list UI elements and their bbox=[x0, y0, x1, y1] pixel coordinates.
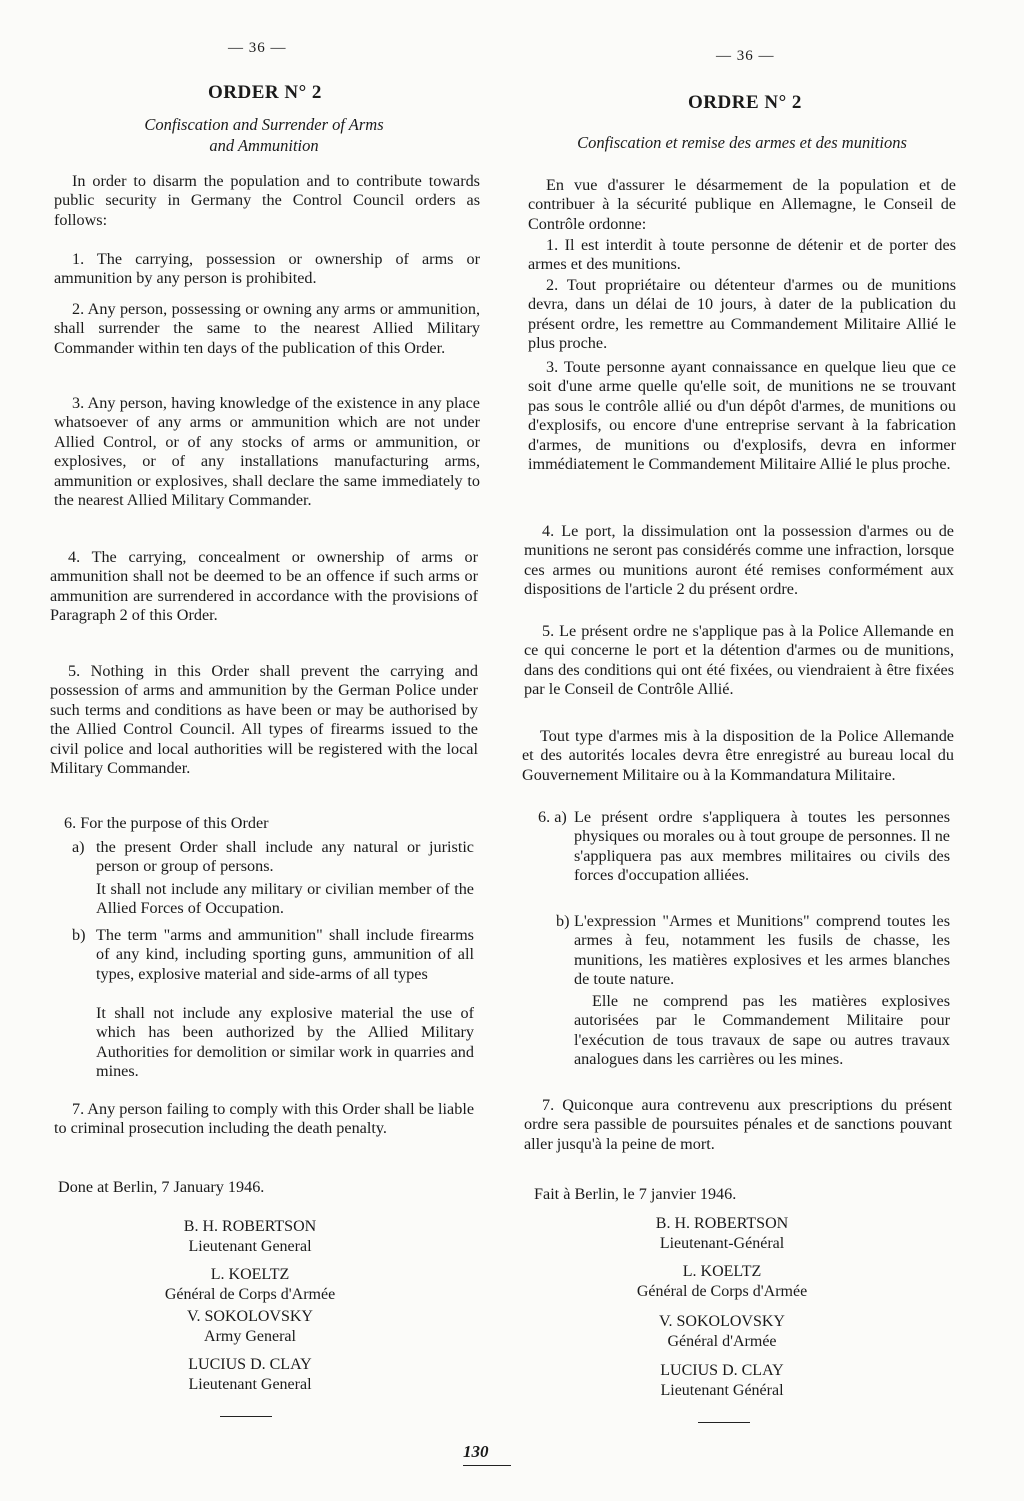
signatory-rank: Général d'Armée bbox=[667, 1333, 777, 1350]
signatory-3-fr bbox=[572, 1312, 872, 1352]
order-title-fr: ORDRE N° 2 bbox=[688, 92, 802, 113]
item-b-label-en: b) bbox=[72, 926, 86, 944]
signatory-rank: Lieutenant-Général bbox=[659, 1235, 785, 1252]
signatory-rank: Lieutenant General bbox=[188, 1238, 312, 1255]
paragraph-5-fr: 5. Le présent ordre ne s'applique pas à la Police Allemande en ce qui concerne le port et la détention d'armes ou de munitions, dans des conditions qui ont été fixées, ou viendraient à être fixées par le Conseil de Contrôle Allié. bbox=[524, 622, 954, 699]
signatory-name: LUCIUS D. CLAY bbox=[188, 1356, 312, 1373]
paragraph-4-en: 4. The carrying, concealment or ownership of arms or ammunition shall not be deemed to be an offence if such arms or ammunition are surrendered in accordance with the provisions of Paragraph 2 of this Order. bbox=[50, 548, 478, 625]
done-at-fr: Fait à Berlin, le 7 janvier 1946. bbox=[534, 1185, 737, 1203]
paragraph-1-en: 1. The carrying, possession or ownership of arms or ammunition by any person is prohibited. bbox=[54, 250, 480, 288]
signatory-rank: Lieutenant General bbox=[188, 1376, 312, 1393]
item-a-text-en: the present Order shall include any natural or juristic person or group of persons. bbox=[96, 838, 474, 876]
subtitle-line-2: and Ammunition bbox=[209, 136, 319, 155]
signatory-name: LUCIUS D. CLAY bbox=[660, 1362, 784, 1379]
paragraph-2-en: 2. Any person, possessing or owning any arms or ammunition, shall surrender the same to the nearest Allied Military Commander within ten days of the publication of this Order. bbox=[54, 300, 480, 357]
intro-paragraph-en: In order to disarm the population and to contribute towards public security in Germany the Control Council orders as follows: bbox=[54, 172, 480, 229]
item-a-label-fr: 6. a) bbox=[538, 808, 567, 826]
item-b-text-fr: L'expression "Armes et Munitions" comprend toutes les armes à feu, notamment les fusils de chasse, les munitions, les matières explosives et les armes blanches de toute nature. bbox=[574, 912, 950, 989]
signatory-name: B. H. ROBERTSON bbox=[655, 1215, 789, 1232]
paragraph-7-fr: 7. Quiconque aura contrevenu aux prescriptions du présent ordre sera passible de poursuites pénales et de sanctions pouvant aller jusqu'à la peine de mort. bbox=[524, 1096, 952, 1153]
closing-rule-en bbox=[220, 1416, 272, 1417]
subtitle-line-1: Confiscation and Surrender of Arms bbox=[144, 115, 384, 134]
signatory-rank: Général de Corps d'Armée bbox=[164, 1286, 336, 1303]
order-title-en: ORDER N° 2 bbox=[208, 82, 322, 103]
item-a-text-fr: Le présent ordre s'appliquera à toutes les personnes physiques ou morales ou à tout groupe de personnes. Il ne s'appliquera pas aux membres militaires ou civils des forces d'occupation alliées. bbox=[574, 808, 950, 885]
paragraph-3-fr: 3. Toute personne ayant connaissance en quelque lieu que ce soit d'une arme quelle qu'elle soit, de munitions ne se trouvant pas sous le contrôle allié ou d'un dépôt d'armes, de munitions ou d'explosifs, ou encore d'une entreprise servant à la fabrication d'armes, de munitions ou d'explosifs, devra en informer immédiatement le Commandement Militaire Allié le plus proche. bbox=[528, 358, 956, 474]
signatory-4-en bbox=[100, 1355, 400, 1395]
paragraph-7-en: 7. Any person failing to comply with this Order shall be liable to criminal prosecution including the death penalty. bbox=[54, 1100, 474, 1138]
signatory-name: L. KOELTZ bbox=[682, 1263, 762, 1280]
page-number-en: — 36 — bbox=[228, 40, 287, 56]
item-b-label-fr: b) bbox=[556, 912, 570, 930]
signatory-name: V. SOKOLOVSKY bbox=[659, 1313, 785, 1330]
item-a-exclusion-en: It shall not include any military or civilian member of the Allied Forces of Occupation. bbox=[96, 880, 474, 918]
paragraph-5-en: 5. Nothing in this Order shall prevent the carrying and possession of arms and ammunition by the German Police under such terms and conditions as have been or may be authorised by the Allied Control Council. All types of firearms issued to the civil police and local authorities will be registered with the local Military Commander. bbox=[50, 662, 478, 778]
signatory-3-en bbox=[100, 1307, 400, 1347]
footer-page-number: 130 bbox=[463, 1442, 489, 1461]
footer-rule bbox=[463, 1465, 511, 1466]
order-subtitle-en bbox=[48, 114, 480, 156]
item-b-exclusion-en: It shall not include any explosive material the use of which has been authorized by the Allied Military Authorities for demolition or similar work in quarries and mines. bbox=[96, 1004, 474, 1081]
item-a-label-en: a) bbox=[72, 838, 85, 856]
signatory-name: B. H. ROBERTSON bbox=[183, 1218, 317, 1235]
paragraph-6-en: 6. For the purpose of this Order bbox=[64, 814, 269, 832]
intro-paragraph-fr: En vue d'assurer le désarmement de la population et de contribuer à la sécurité publique en Allemagne, le Conseil de Contrôle ordonne: bbox=[528, 176, 956, 233]
signatory-rank: Général de Corps d'Armée bbox=[636, 1283, 808, 1300]
page-number-fr: — 36 — bbox=[716, 48, 775, 64]
done-at-en: Done at Berlin, 7 January 1946. bbox=[58, 1178, 265, 1196]
signatory-1-fr bbox=[572, 1214, 872, 1254]
item-b-text-en: The term "arms and ammunition" shall include firearms of any kind, including sporting guns, ammunition of all types, explosive material and side-arms of all types bbox=[96, 926, 474, 983]
paragraph-5-registration-fr: Tout type d'armes mis à la disposition de la Police Allemande et des autorités locales devra être enregistré au bureau local du Gouvernement Militaire ou à la Kommandatura Militaire. bbox=[522, 727, 954, 784]
paragraph-4-fr: 4. Le port, la dissimulation ont la possession d'armes ou de munitions ne seront pas considérés comme une infraction, lorsque ces armes ou munitions auront été remises conformément aux dispositions de l'article 2 du présent ordre. bbox=[524, 522, 954, 599]
paragraph-1-fr: 1. Il est interdit à toute personne de détenir et de porter des armes et des munitions. bbox=[528, 236, 956, 274]
signatory-2-fr bbox=[572, 1262, 872, 1302]
paragraph-2-fr: 2. Tout propriétaire ou détenteur d'armes ou de munitions devra, dans un délai de 10 jours, à dater de la publication du présent ordre, les remettre au Commandement Militaire Allié le plus proche. bbox=[528, 276, 956, 353]
signatory-rank: Army General bbox=[204, 1328, 296, 1345]
signatory-rank: Lieutenant Général bbox=[660, 1382, 784, 1399]
closing-rule-fr bbox=[698, 1422, 750, 1423]
paragraph-3-en: 3. Any person, having knowledge of the existence in any place whatsoever of any arms or ammunition which are not under Allied Control, or of any stocks of arms or ammunition, or explosives, or of any installations manufacturing arms, ammunition or explosives, shall declare the same immediately to the nearest Allied Military Commander. bbox=[54, 394, 480, 510]
signatory-4-fr bbox=[572, 1361, 872, 1401]
signatory-name: V. SOKOLOVSKY bbox=[187, 1308, 313, 1325]
item-b-exclusion-fr: Elle ne comprend pas les matières explosives autorisées par le Commandement Militaire pour l'exécution de tous travaux de sape ou autres travaux analogues dans les carrières ou les mines. bbox=[574, 992, 950, 1069]
signatory-name: L. KOELTZ bbox=[210, 1266, 290, 1283]
signatory-1-en bbox=[100, 1217, 400, 1257]
signatory-2-en bbox=[100, 1265, 400, 1305]
order-subtitle-fr: Confiscation et remise des armes et des munitions bbox=[577, 133, 907, 152]
